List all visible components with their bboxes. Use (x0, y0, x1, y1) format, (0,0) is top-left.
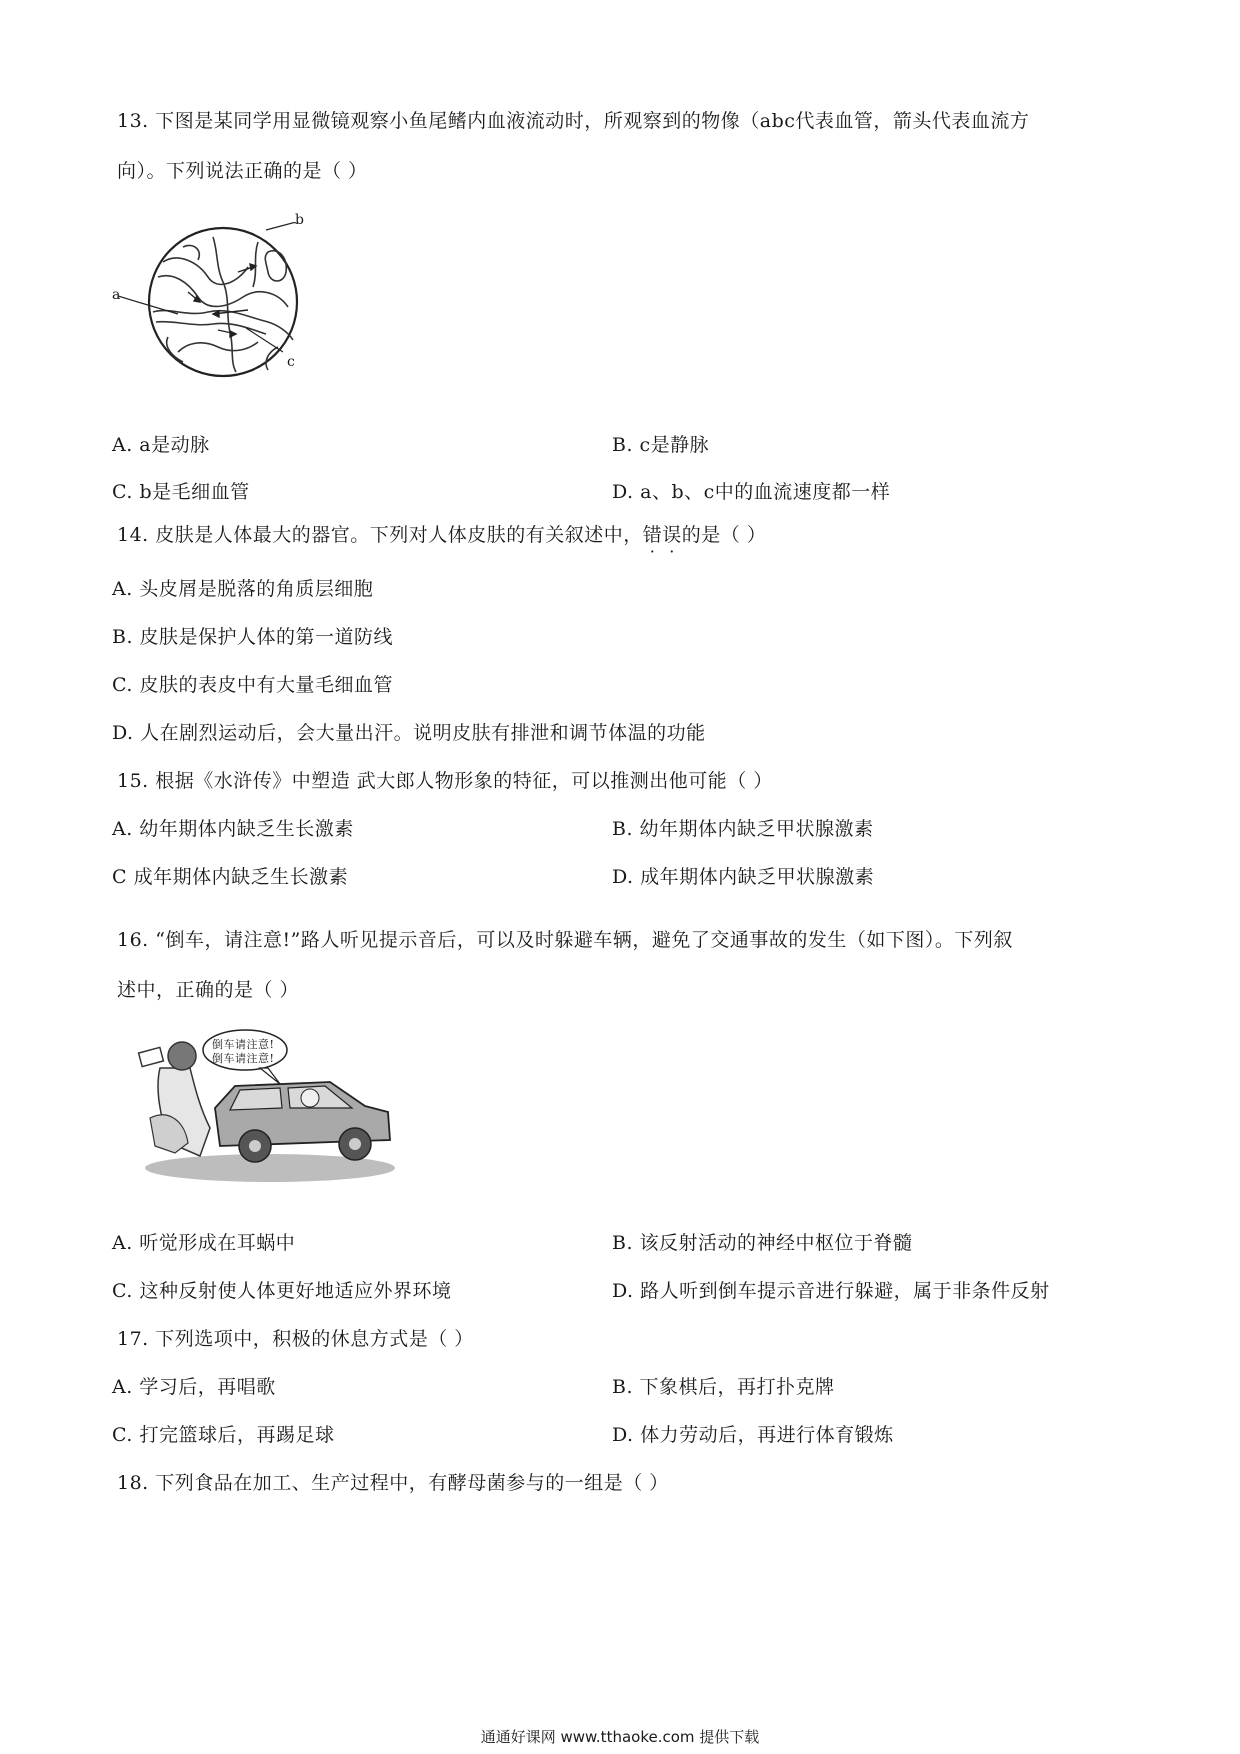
q14-option-b: B. 皮肤是保护人体的第一道防线 (112, 626, 394, 648)
speech-bubble-line2: 倒车请注意! (212, 1052, 275, 1065)
q17-stem: 17. 下列选项中，积极的休息方式是（ ） (117, 1328, 474, 1350)
q15-option-c: C 成年期体内缺乏生长激素 (112, 866, 349, 888)
q17-option-a: A. 学习后，再唱歌 (112, 1376, 276, 1398)
q18-stem: 18. 下列食品在加工、生产过程中，有酵母菌参与的一组是（ ） (117, 1472, 669, 1494)
q13-option-a: A. a是动脉 (112, 434, 210, 456)
q13-stem-line2: 向）。下列说法正确的是（ ） (117, 160, 368, 182)
q16-option-b: B. 该反射活动的神经中枢位于脊髓 (612, 1232, 913, 1254)
speech-bubble-line1: 倒车请注意! (212, 1038, 275, 1051)
page-footer: 通通好课网 www.tthaoke.com 提供下载 (480, 1728, 760, 1746)
fig-label-b: b (295, 212, 305, 228)
q14-stem (117, 520, 766, 547)
q14-stem-prefix: 14. 皮肤是人体最大的器官。下列对人体皮肤的有关叙述中， (117, 524, 643, 546)
q13-option-b: B. c是静脉 (612, 434, 710, 456)
q16-stem-line2: 述中，正确的是（ ） (117, 979, 300, 1001)
q15-stem: 15. 根据《水浒传》中塑造 武大郎人物形象的特征，可以推测出他可能（ ） (117, 770, 773, 792)
q16-option-c: C. 这种反射使人体更好地适应外界环境 (112, 1280, 452, 1302)
q13-option-c: C. b是毛细血管 (112, 481, 250, 503)
microscope-blood-vessel-figure (118, 222, 328, 382)
q16-option-a: A. 听觉形成在耳蜗中 (112, 1232, 296, 1254)
q13-option-d: D. a、b、c中的血流速度都一样 (612, 481, 891, 503)
q17-option-c: C. 打完篮球后，再踢足球 (112, 1424, 335, 1446)
q17-option-b: B. 下象棋后，再打扑克牌 (612, 1376, 835, 1398)
q15-option-d: D. 成年期体内缺乏甲状腺激素 (612, 866, 875, 888)
q14-stem-suffix: 的是（ ） (681, 524, 767, 546)
q14-emphasis-2: 误 (662, 524, 682, 546)
q14-option-a: A. 头皮屑是脱落的角质层细胞 (112, 578, 374, 600)
fig-label-a: a (112, 287, 121, 303)
q14-option-d: D. 人在剧烈运动后，会大量出汗。说明皮肤有排泄和调节体温的功能 (112, 722, 706, 744)
q14-emphasis-1: 错 (642, 524, 663, 546)
q13-stem-line1: 13. 下图是某同学用显微镜观察小鱼尾鳍内血液流动时，所观察到的物像（abc代表血管，箭头代表血流方 (117, 110, 1030, 132)
q15-option-b: B. 幼年期体内缺乏甲状腺激素 (612, 818, 874, 840)
q14-option-c: C. 皮肤的表皮中有大量毛细血管 (112, 674, 393, 696)
fig-label-c: c (287, 354, 296, 370)
q16-option-d: D. 路人听到倒车提示音进行躲避，属于非条件反射 (612, 1280, 1050, 1302)
q17-option-d: D. 体力劳动后，再进行体育锻炼 (612, 1424, 894, 1446)
q15-option-a: A. 幼年期体内缺乏生长激素 (112, 818, 354, 840)
q16-stem-line1: 16. “倒车，请注意!”路人听见提示音后，可以及时躲避车辆，避免了交通事故的发生（如下图）。下列叙 (117, 929, 1013, 951)
